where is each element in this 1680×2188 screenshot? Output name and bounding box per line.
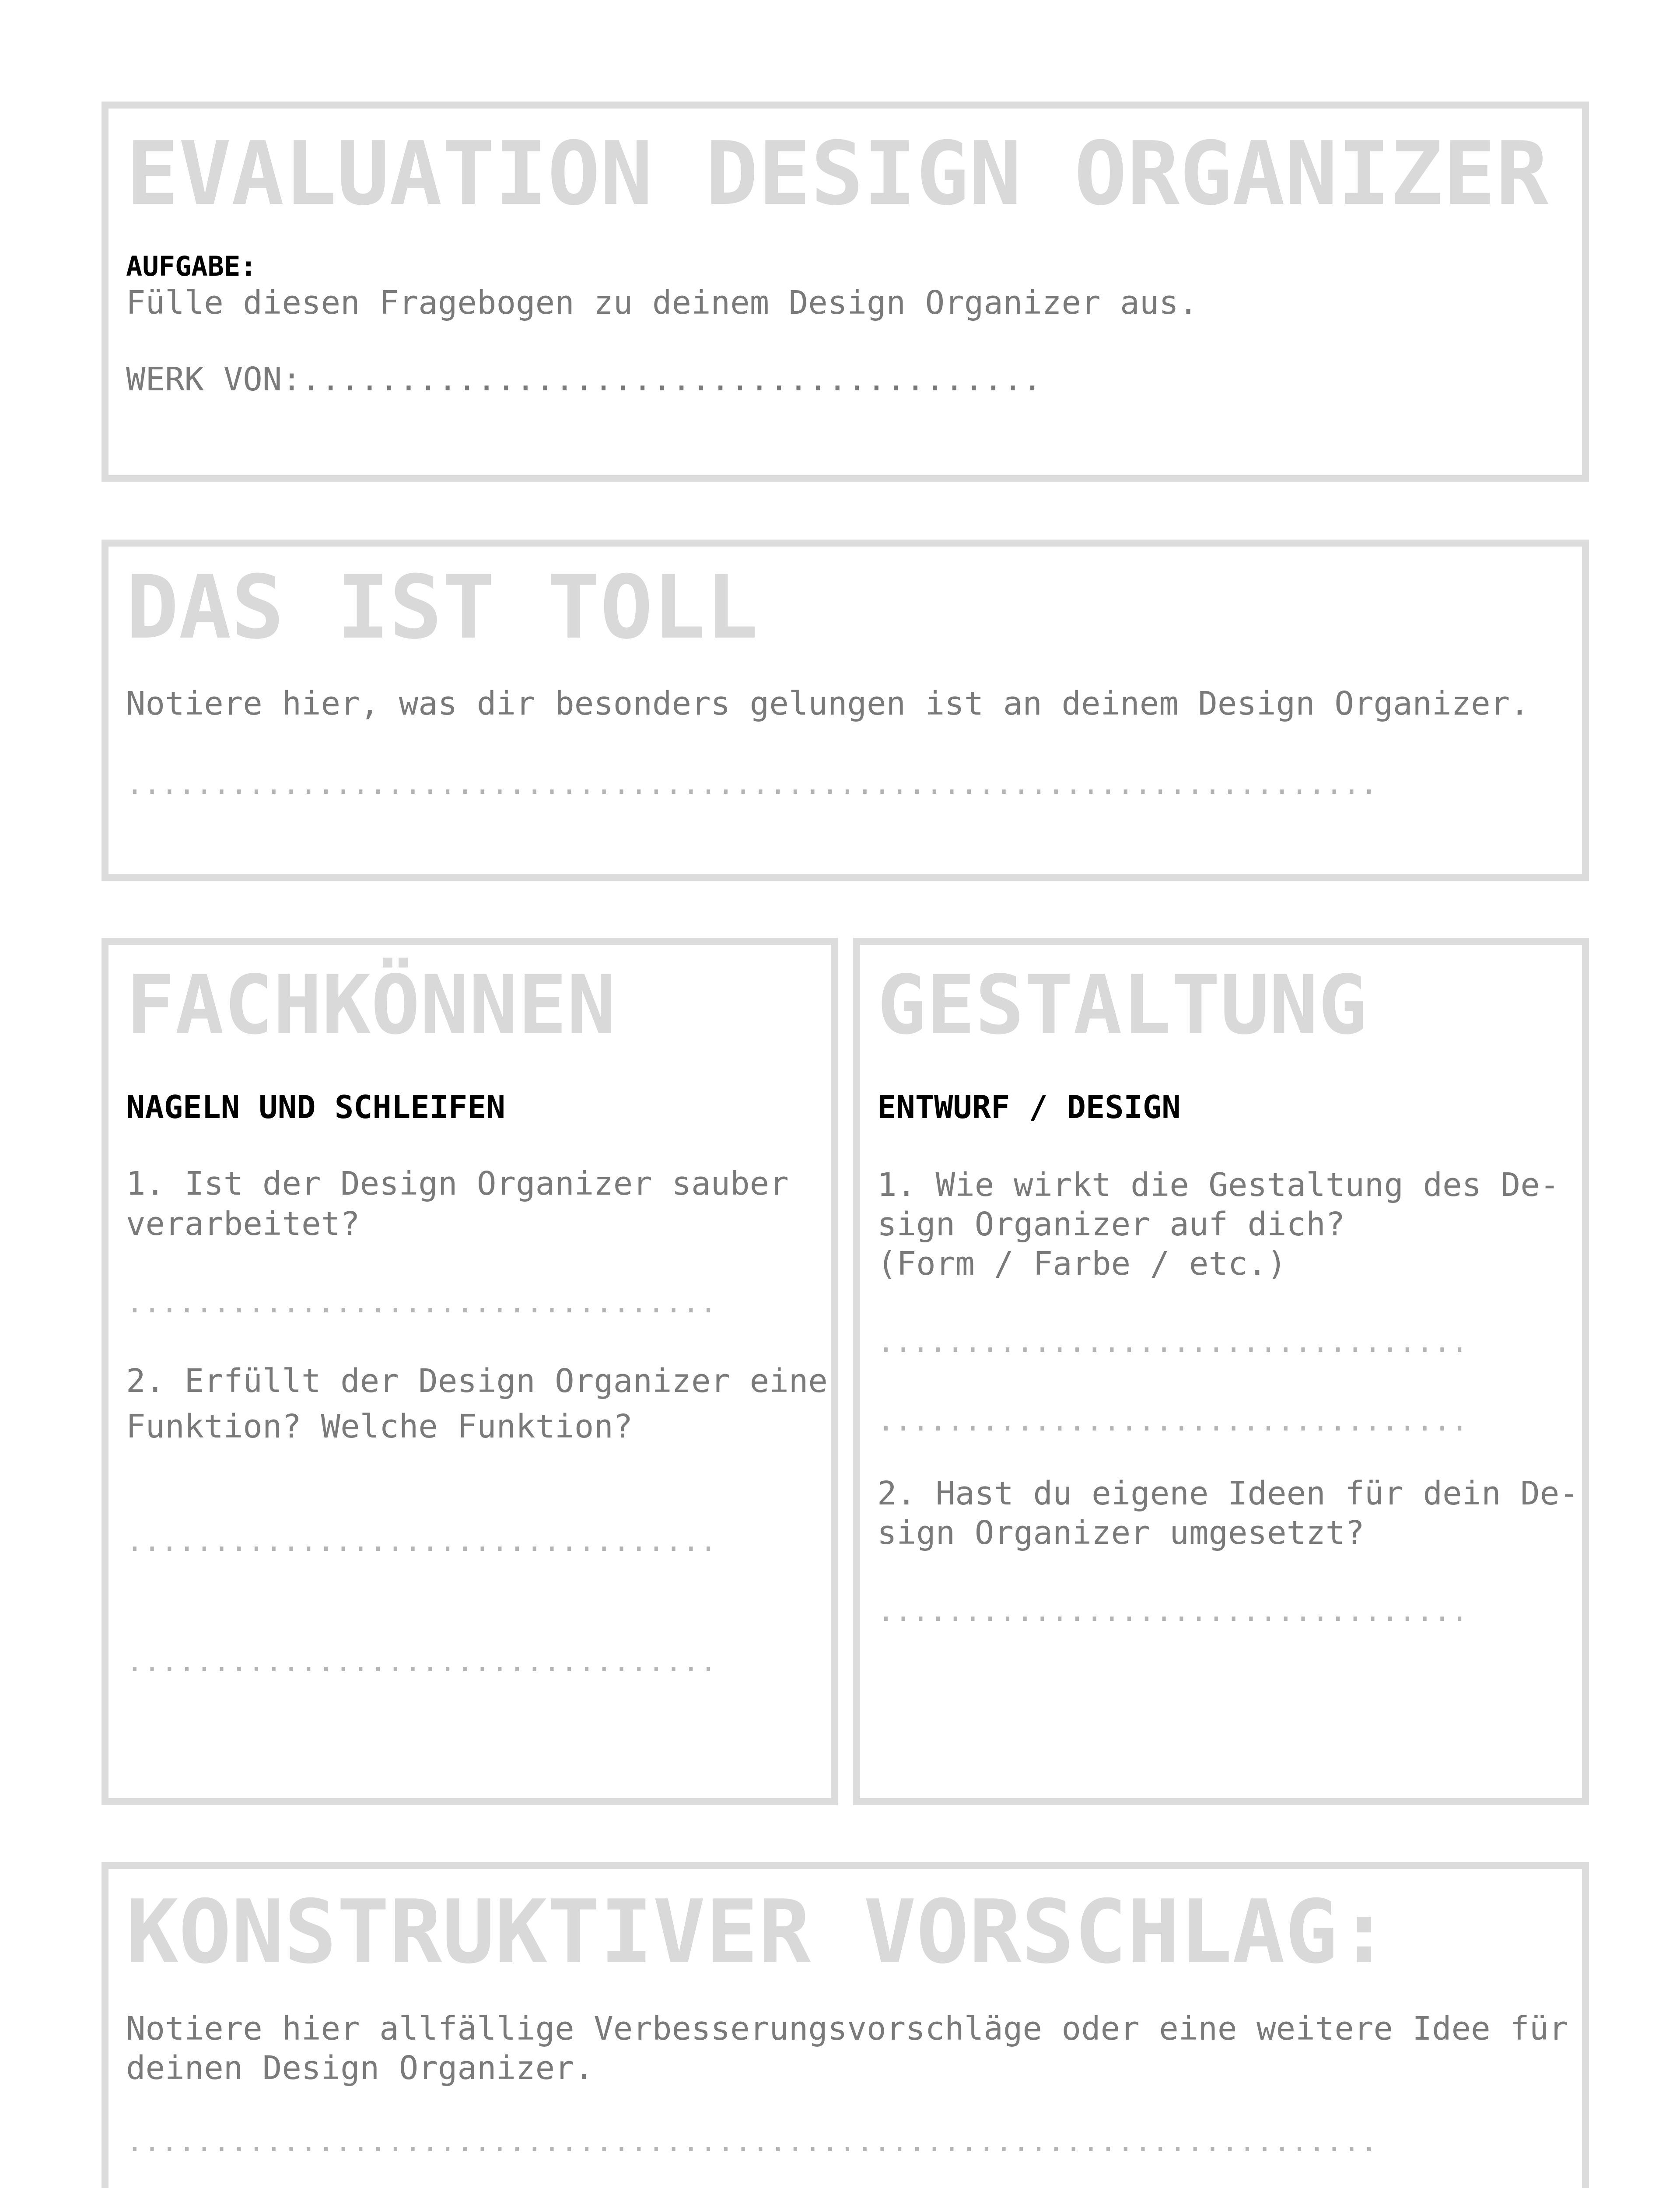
gestaltung-question-1-answer-1[interactable]: .................................. [877,1328,1469,1357]
fachkoennen-question-2-answer-1[interactable]: .................................. [126,1527,718,1556]
vorschlag-prompt: Notiere hier allfällige Verbesserungsvorschläge oder eine weitere Idee für deinen Design Organizer. [126,2010,1568,2087]
fachkoennen-question-2-answer-2[interactable]: .................................. [126,1647,718,1676]
gestaltung-question-1-line-3: (Form / Farbe / etc.) [877,1245,1287,1283]
gestaltung-title: GESTALTUNG [877,957,1367,1052]
vorschlag-title: KONSTRUKTIVER VORSCHLAG: [126,1881,1390,1983]
gestaltung-question-1-answer-2[interactable]: .................................. [877,1406,1469,1435]
gestaltung-question-2-answer[interactable]: .................................. [877,1597,1469,1626]
vorschlag-section [102,1862,1589,2188]
vorschlag-answer-line-1[interactable]: ........................................................................ [126,2127,1378,2156]
toll-section [102,540,1589,881]
evaluation-section [102,102,1589,482]
task-text: Fülle diesen Fragebogen zu deinem Design Organizer aus. [126,284,1198,322]
fachkoennen-section [102,938,838,1805]
gestaltung-question-1-line-2: sign Organizer auf dich? [877,1206,1345,1243]
fachkoennen-title: FACHKÖNNEN [126,957,616,1052]
gestaltung-question-2-line-2: sign Organizer umgesetzt? [877,1514,1365,1552]
gestaltung-section [853,938,1589,1805]
fachkoennen-question-1: 1. Ist der Design Organizer sauber verarbeitet? [126,1165,789,1243]
task-label: AUFGABE: [126,250,257,282]
gestaltung-subtitle: ENTWURF / DESIGN [877,1089,1181,1126]
evaluation-title: EVALUATION DESIGN ORGANIZER [126,123,1549,225]
toll-title: DAS IST TOLL [126,557,758,659]
fachkoennen-subtitle: NAGELN UND SCHLEIFEN [126,1089,505,1126]
fachkoennen-question-1-answer[interactable]: .................................. [126,1288,718,1317]
gestaltung-question-1-line-1: 1. Wie wirkt die Gestaltung des De- [877,1166,1560,1204]
gestaltung-question-2-line-1: 2. Hast du eigene Ideen für dein De- [877,1475,1579,1512]
toll-prompt: Notiere hier, was dir besonders gelungen ist an deinem Design Organizer. [126,685,1530,722]
author-line[interactable]: WERK VON:...................................... [126,361,1042,398]
fachkoennen-question-2: 2. Erfüllt der Design Organizer eine Funktion? Welche Funktion? [126,1362,828,1445]
toll-answer-line[interactable]: ........................................................................ [126,770,1378,799]
